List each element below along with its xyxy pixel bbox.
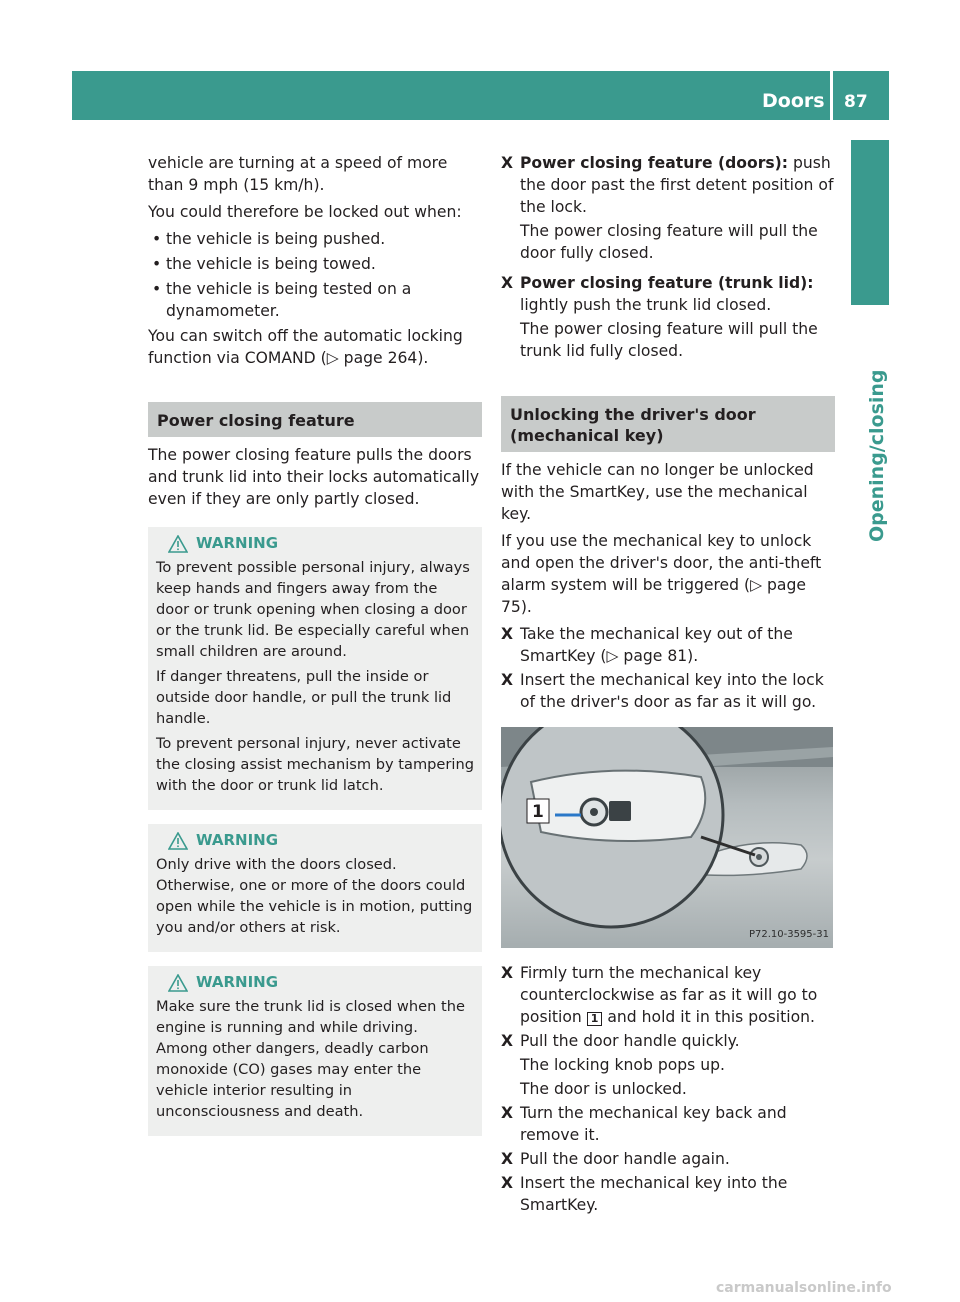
warning-title: WARNING	[156, 972, 474, 993]
step-result: The power closing feature will pull the door fully closed.	[520, 222, 818, 262]
instruction-step: X Power closing feature (doors): push the door past the first detent position of the lock.	[501, 154, 834, 216]
warning-text: To prevent possible personal injury, always keep hands and fingers away from the door or trunk opening when closing a door or the trunk lid. Be especially careful when small children are around.	[156, 559, 470, 660]
list-item: • the vehicle is being pushed.	[148, 228, 482, 250]
instruction-step: X Turn the mechanical key back and remove it.	[501, 1104, 787, 1144]
watermark: carmanualsonline.info	[716, 1280, 892, 1296]
warning-icon	[168, 832, 188, 850]
step-marker: X	[501, 964, 514, 982]
list-item: • the vehicle is being towed.	[148, 253, 482, 275]
warning-title: WARNING	[156, 533, 474, 554]
step-marker: X	[501, 1174, 514, 1192]
body-text: If the vehicle can no longer be unlocked with the SmartKey, use the mechanical key.	[501, 461, 814, 523]
list-item: • the vehicle is being tested on a dynamometer.	[148, 278, 482, 322]
section-title: Doors	[762, 90, 825, 112]
instruction-step: X Power closing feature (trunk lid): lightly push the trunk lid closed.	[501, 274, 814, 314]
step-result: The power closing feature will pull the trunk lid fully closed.	[520, 320, 818, 360]
intro-text: You could therefore be locked out when:	[148, 203, 462, 221]
body-text: You can switch off the automatic locking function via COMAND (▷ page 264).	[148, 327, 463, 367]
left-column	[148, 152, 482, 1150]
warning-title: WARNING	[156, 830, 474, 851]
step-marker: X	[501, 1032, 514, 1050]
step-result: The locking knob pops up.	[520, 1056, 725, 1074]
position-key: 1	[587, 1012, 603, 1026]
header-divider	[830, 71, 833, 120]
warning-icon	[168, 535, 188, 553]
instruction-step: X Take the mechanical key out of the SmartKey (▷ page 81).	[501, 625, 793, 665]
instruction-step: X Firmly turn the mechanical key counterclockwise as far as it will go to position 1 and hold it in this position.	[501, 964, 818, 1026]
warning-text: If danger threatens, pull the inside or outside door handle, or pull the trunk lid handle.	[156, 668, 452, 727]
instruction-step: X Pull the door handle again.	[501, 1150, 730, 1168]
warning-text: Make sure the trunk lid is closed when the engine is running and while driving. Among other dangers, deadly carbon monoxide (CO) gases may enter the vehicle interior resulting in unconsciousness and death.	[156, 998, 465, 1120]
instruction-step: X Pull the door handle quickly.	[501, 1032, 740, 1050]
door-handle-illustration	[501, 727, 833, 948]
section-heading: Power closing feature	[148, 402, 482, 437]
warning-box	[148, 527, 482, 810]
figure-code: P72.10-3595-31	[748, 929, 829, 940]
page-number: 87	[844, 92, 868, 112]
step-result: The door is unlocked.	[520, 1080, 687, 1098]
instruction-step: X Insert the mechanical key into the SmartKey.	[501, 1174, 788, 1214]
side-tab-label: Opening/closing	[866, 369, 888, 542]
step-marker: X	[501, 274, 514, 292]
step-marker: X	[501, 1104, 514, 1122]
intro-text: vehicle are turning at a speed of more than 9 mph (15 km/h).	[148, 154, 448, 194]
figure-callout: 1	[532, 802, 544, 822]
warning-box	[148, 824, 482, 952]
door-handle-drawing	[501, 727, 833, 948]
warning-text: To prevent personal injury, never activate the closing assist mechanism by tampering with the door or trunk lid latch.	[156, 735, 474, 794]
step-marker: X	[501, 1150, 514, 1168]
instruction-step: X Insert the mechanical key into the lock of the driver's door as far as it will go.	[501, 671, 824, 711]
side-tab	[851, 140, 889, 305]
section-heading: Unlocking the driver's door (mechanical key)	[501, 396, 835, 452]
warning-text: Only drive with the doors closed. Otherwise, one or more of the doors could open while the vehicle is in motion, putting you and/or others at risk.	[156, 856, 473, 936]
right-column	[501, 152, 835, 1218]
step-marker: X	[501, 154, 514, 172]
body-text: The power closing feature pulls the doors and trunk lid into their locks automatically even if they are only partly closed.	[148, 446, 480, 508]
body-text: If you use the mechanical key to unlock and open the driver's door, the anti-theft alarm system will be triggered (▷ page 75).	[501, 532, 822, 616]
step-marker: X	[501, 671, 514, 689]
step-marker: X	[501, 625, 514, 643]
warning-icon	[168, 974, 188, 992]
warning-box	[148, 966, 482, 1136]
